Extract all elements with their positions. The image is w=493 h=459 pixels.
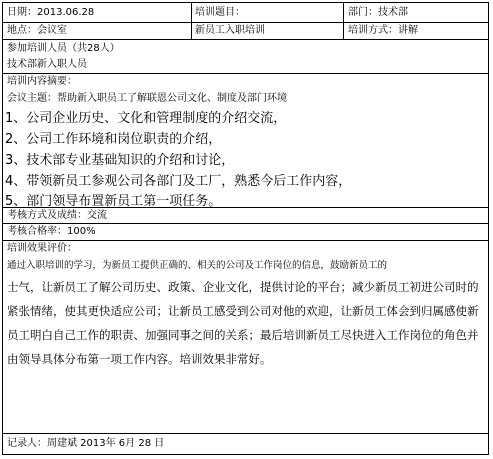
training-method-field xyxy=(348,23,486,39)
content-item: 2、公司工作环境和岗位职责的介绍， xyxy=(5,132,222,147)
department-label: 部门： xyxy=(348,7,378,18)
training-topic-value: 新员工入职培训 xyxy=(195,25,265,36)
divider xyxy=(3,22,488,23)
recorder-field xyxy=(7,436,485,452)
training-record-form xyxy=(2,2,489,455)
pass-rate-value: 100% xyxy=(67,226,96,237)
content-summary-title: 培训内容摘要： xyxy=(7,76,77,87)
content-item: 3、技术部专业基础知识的介绍和讨论， xyxy=(5,153,235,168)
training-method-label: 培训方式： xyxy=(348,25,398,36)
divider xyxy=(3,223,488,224)
divider xyxy=(3,240,488,241)
location-label: 地点：会议室 xyxy=(7,25,67,36)
divider xyxy=(343,3,344,39)
department-field xyxy=(348,5,486,21)
assessment-method-field xyxy=(7,208,485,224)
content-summary-theme: 会议主题：帮助新入职员工了解联恩公司文化、制度及部门环境 xyxy=(7,93,287,104)
assessment-method-label: 考核方式及成绩： xyxy=(7,210,87,221)
pass-rate-field xyxy=(7,224,485,240)
recorder-value: 周建斌 2013年 6月 28 日 xyxy=(47,438,165,449)
divider xyxy=(3,433,488,434)
location-field xyxy=(7,23,187,39)
training-method-value: 讲解 xyxy=(398,25,418,36)
training-topic-label: 培训题目： xyxy=(195,7,245,18)
date-label: 日期：2013.06.28 xyxy=(7,7,95,18)
department-value: 技术部 xyxy=(378,7,408,18)
participants-value: 技术部新入职人员 xyxy=(7,59,87,70)
evaluation-first-line: 通过入职培训的学习，为新员工提供正确的、相关的公司及工作岗位的信息，鼓励新员工的 xyxy=(7,260,388,271)
content-item: 5、部门领导布置新员工第一项任务。 xyxy=(5,194,222,209)
divider xyxy=(3,39,488,40)
content-item: 4、带领新员工参观公司各部门及工厂，熟悉今后工作内容， xyxy=(5,174,352,189)
content-item: 1、公司企业历史、文化和管理制度的介绍交流， xyxy=(5,111,287,126)
assessment-method-value: 交流 xyxy=(87,210,107,221)
date-field xyxy=(7,5,187,21)
participants-title: 参加培训人员（共28人） xyxy=(7,43,120,54)
divider xyxy=(191,3,192,39)
evaluation-body: 士气，让新员工了解公司历史、政策、企业文化，提供讨论的平台；减少新员工初进公司时的紧张情绪，使其更快适应公司；让新员工感受到公司对他的欢迎，让新员工体会到归属感使新员工明白自己工作的职责、加强同事之间的关系；最后培训新员工尽快进入工作岗位的角色并由领导具体分布第一项工作内容。培训效果非常好。 xyxy=(7,280,479,366)
evaluation-title: 培训效果评价： xyxy=(7,243,77,254)
divider xyxy=(3,73,488,74)
pass-rate-label: 考核合格率： xyxy=(7,226,67,237)
divider xyxy=(3,207,488,208)
recorder-label: 记录人： xyxy=(7,438,47,449)
